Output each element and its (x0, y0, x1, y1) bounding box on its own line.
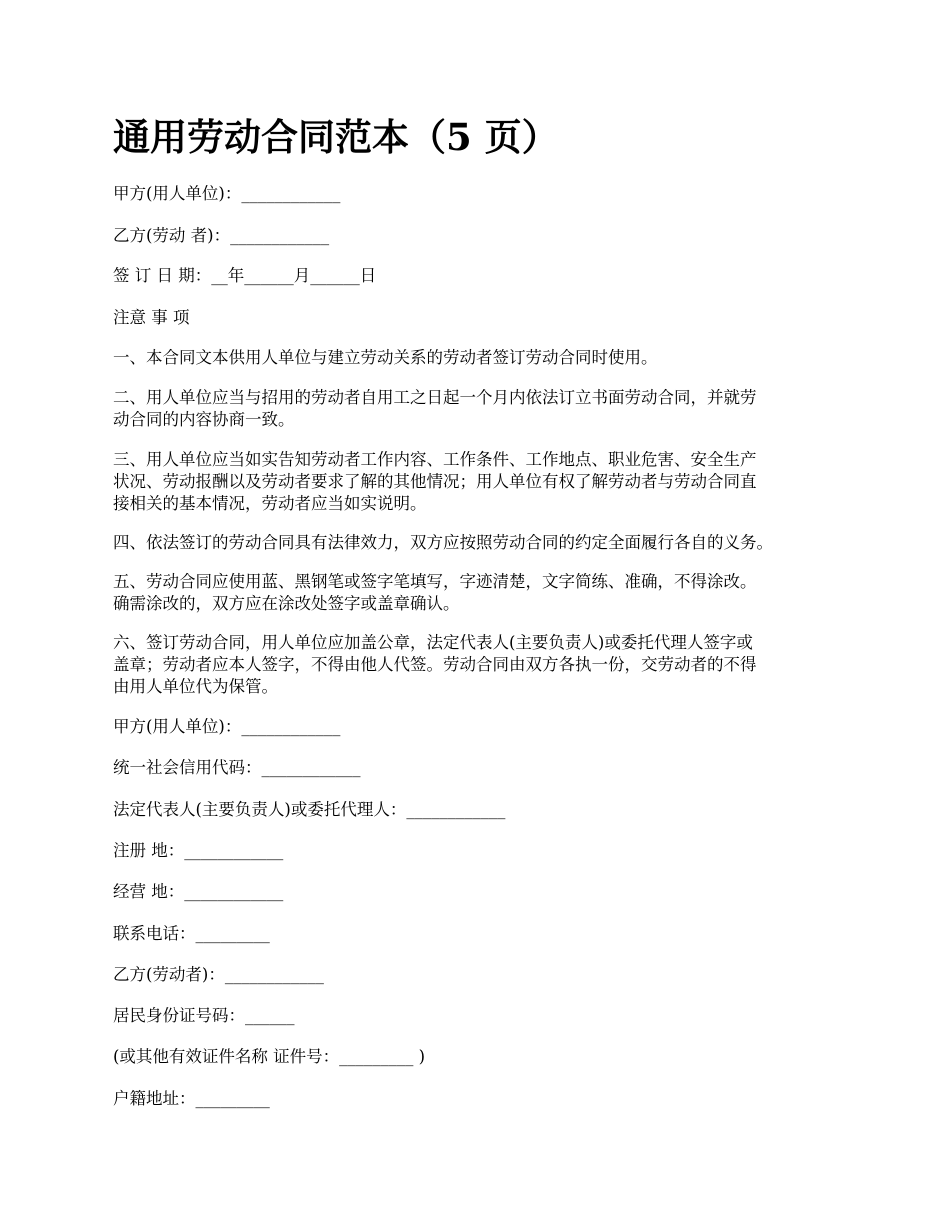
note-line: 动合同的内容协商一致。 (113, 410, 295, 429)
household-address-field: 户籍地址：_________ (113, 1089, 270, 1108)
note-line: 六、签订劳动合同，用人单位应加盖公章，法定代表人(主要负责人)或委托代理人签字或 (113, 633, 753, 652)
note-line: 确需涂改的，双方应在涂改处签字或盖章确认。 (113, 594, 460, 613)
note-line: 盖章；劳动者应本人签字，不得由他人代签。劳动合同由双方各执一份，交劳动者的不得 (113, 655, 757, 674)
note-item-3 (113, 449, 853, 515)
note-item-2 (113, 387, 853, 431)
biz-address-field: 经营 地：____________ (113, 882, 284, 901)
note-item-1 (113, 347, 853, 369)
notes-heading: 注意 事 项 (113, 308, 190, 327)
note-line: 五、劳动合同应使用蓝、黑钢笔或签字笔填写，字迹清楚，文字简练、准确，不得涂改。 (113, 572, 757, 591)
note-line: 一、本合同文本供用人单位与建立劳动关系的劳动者签订劳动合同时使用。 (113, 348, 658, 367)
document-title: 通用劳动合同范本（5 页） (113, 115, 559, 159)
legal-rep-field: 法定代表人(主要负责人)或委托代理人：____________ (113, 800, 506, 819)
sign-date-field: 签 订 日 期：__年______月______日 (113, 266, 377, 285)
note-item-5 (113, 571, 853, 615)
id-number-field: 居民身份证号码：______ (113, 1006, 295, 1025)
note-item-4 (113, 532, 853, 554)
note-line: 四、依法签订的劳动合同具有法律效力，双方应按照劳动合同的约定全面履行各自的义务。 (113, 533, 773, 552)
phone-field: 联系电话：_________ (113, 924, 270, 943)
note-line: 状况、劳动报酬以及劳动者要求了解的其他情况；用人单位有权了解劳动者与劳动合同直 (113, 472, 757, 491)
party-b-field: 乙方(劳动 者)：____________ (113, 226, 330, 245)
note-line: 二、用人单位应当与招用的劳动者自用工之日起一个月内依法订立书面劳动合同，并就劳 (113, 388, 757, 407)
note-line: 接相关的基本情况，劳动者应当如实说明。 (113, 494, 427, 513)
party-a-field: 甲方(用人单位)：____________ (113, 184, 341, 203)
note-item-6 (113, 632, 853, 698)
note-line: 由用人单位代为保管。 (113, 677, 278, 696)
note-line: 三、用人单位应当如实告知劳动者工作内容、工作条件、工作地点、职业危害、安全生产 (113, 450, 757, 469)
party-a-name-field: 甲方(用人单位)：____________ (113, 717, 341, 736)
party-b-name-field: 乙方(劳动者)：____________ (113, 965, 324, 984)
credit-code-field: 统一社会信用代码：____________ (113, 758, 361, 777)
reg-address-field: 注册 地：____________ (113, 841, 284, 860)
other-id-field: (或其他有效证件名称 证件号：_________ ) (113, 1047, 426, 1066)
